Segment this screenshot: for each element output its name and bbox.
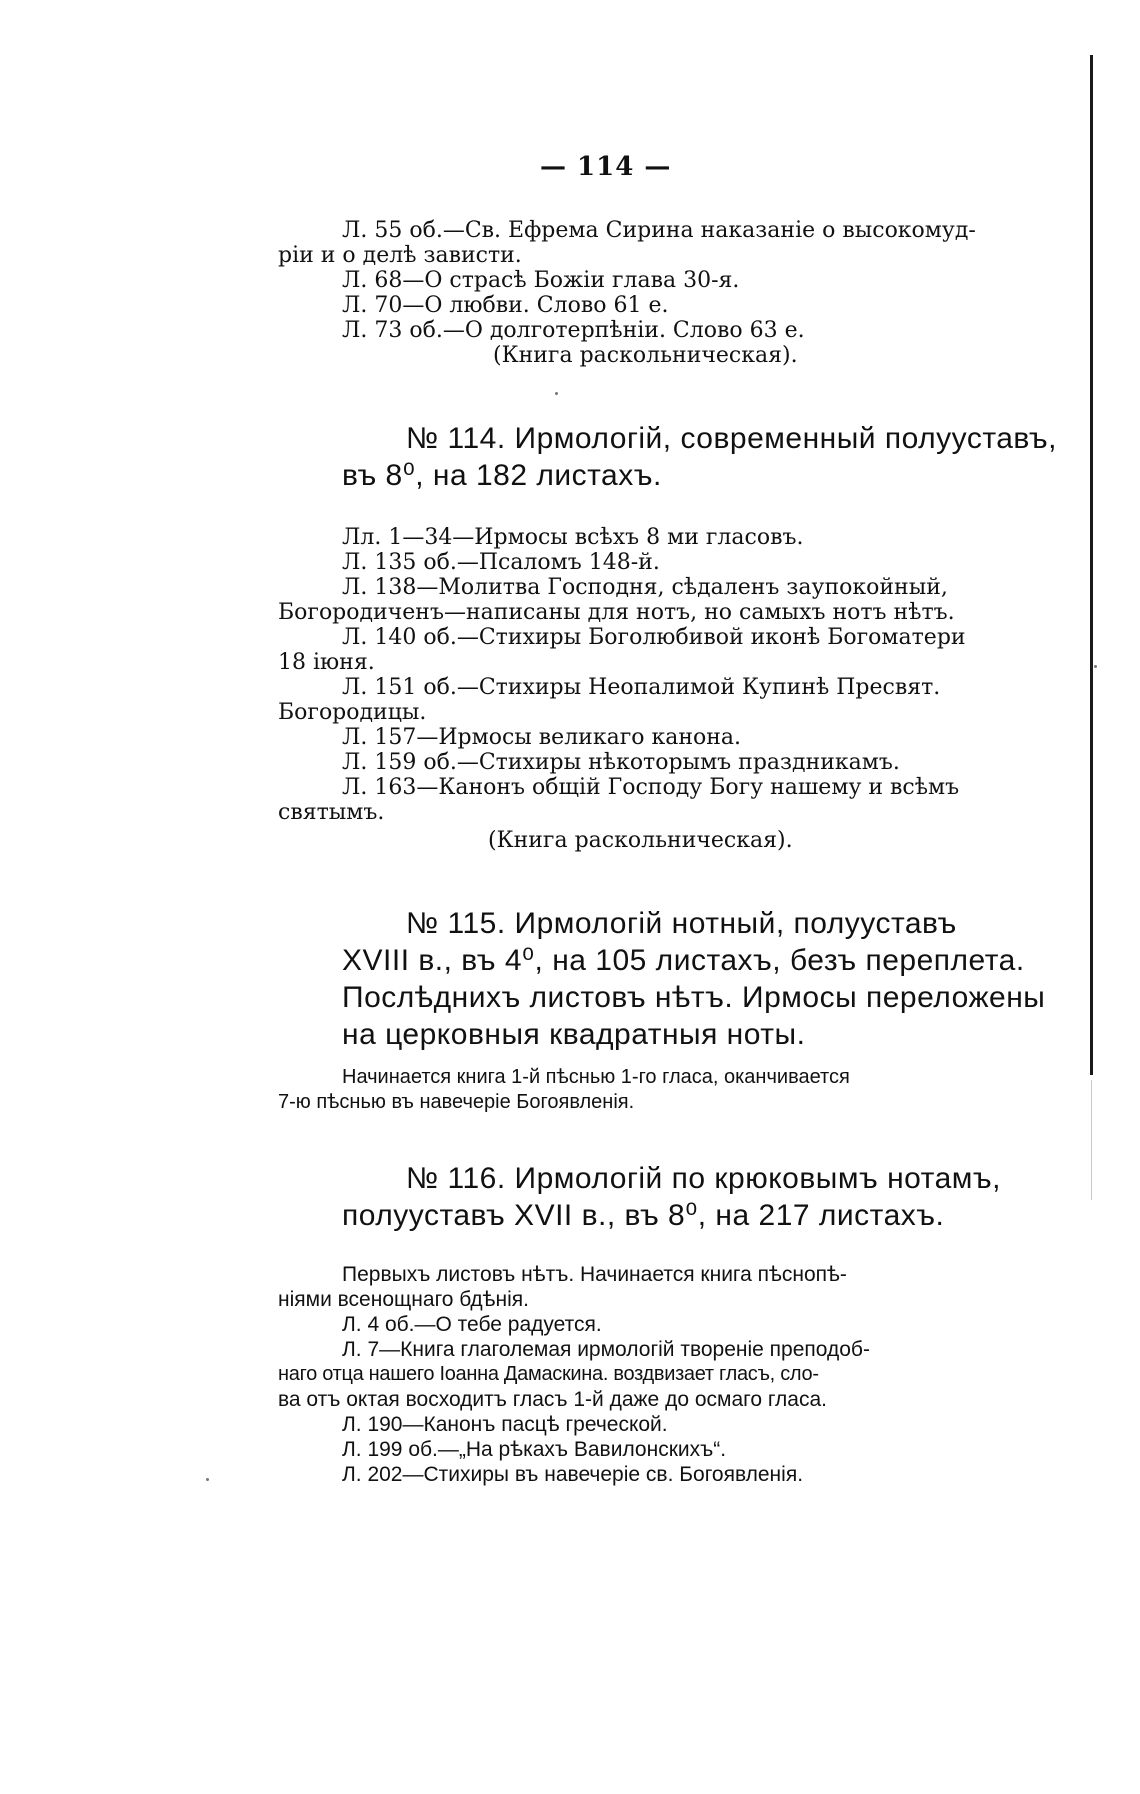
scan-speck bbox=[206, 1478, 209, 1481]
entry-heading-line: № 114. Ирмологій, современный полууставъ, bbox=[406, 422, 1057, 455]
entry-114-heading bbox=[278, 420, 1057, 494]
intro-source-note: (Книга раскольническая). bbox=[493, 343, 798, 368]
entry-line: Л. 163—Канонъ общій Господу Богу нашему и всѣмъ bbox=[342, 775, 960, 800]
scan-speck bbox=[1094, 665, 1097, 668]
entry-114-body bbox=[278, 525, 1038, 853]
entry-116-body bbox=[278, 1262, 1038, 1487]
entry-line: 18 іюня. bbox=[278, 650, 375, 675]
entry-line: Л. 202—Стихиры въ навечеріе св. Богоявленія. bbox=[342, 1463, 804, 1486]
entry-line: наго отца нашего Іоанна Дамаскина. воздвизает гласъ, сло- bbox=[278, 1363, 819, 1385]
scan-speck bbox=[555, 392, 558, 395]
entry-line: Л. 138—Молитва Господня, сѣдаленъ заупокойный, bbox=[342, 575, 948, 600]
entry-line: Л. 190—Канонъ пасцѣ греческой. bbox=[342, 1413, 668, 1436]
entry-heading-line: № 116. Ирмологій по крюковымъ нотамъ, bbox=[406, 1162, 1001, 1195]
entry-line: Л. 140 об.—Стихиры Боголюбивой иконѣ Богоматери bbox=[342, 625, 966, 650]
entry-heading-line: № 115. Ирмологій нотный, полууставъ bbox=[406, 907, 957, 940]
entry-line: Л. 157—Ирмосы великаго канона. bbox=[342, 725, 742, 750]
entry-line: Богородицы. bbox=[278, 700, 427, 725]
entry-line: Л. 7—Книга глаголемая ирмологій твореніе преподоб- bbox=[342, 1338, 870, 1361]
intro-line: Л. 70—О любви. Слово 61 е. bbox=[342, 293, 669, 318]
intro-line: Л. 68—О страсѣ Божіи глава 30-я. bbox=[342, 268, 740, 293]
entry-line: святымъ. bbox=[278, 800, 385, 825]
intro-block bbox=[278, 218, 1038, 368]
entry-source-note: (Книга раскольническая). bbox=[488, 828, 793, 853]
entry-line: Л. 151 об.—Стихиры Неопалимой Купинѣ Пресвят. bbox=[342, 675, 941, 700]
page-edge-rule-faint bbox=[1091, 1080, 1092, 1200]
entry-line: ва отъ октая восходитъ гласъ 1-й даже до осмаго гласа. bbox=[278, 1388, 827, 1411]
entry-line: Л. 4 об.—О тебе радуется. bbox=[342, 1313, 602, 1336]
page-edge-rule bbox=[1090, 55, 1093, 1075]
entry-115-body bbox=[278, 1065, 1038, 1115]
entry-heading-line: XVIII в., въ 4⁰, на 105 листахъ, безъ переплета. bbox=[342, 944, 1025, 977]
entry-line: Л. 199 об.—„На рѣкахъ Вавилонскихъ“. bbox=[342, 1438, 727, 1461]
entry-116-heading bbox=[278, 1160, 1038, 1234]
intro-line: Л. 55 об.—Св. Ефрема Сирина наказаніе о высокомуд- bbox=[342, 218, 976, 243]
entry-line: Начинается книга 1-й пѣснью 1-го гласа, оканчивается bbox=[342, 1066, 850, 1088]
entry-line: 7-ю пѣснью въ навечеріе Богоявленія. bbox=[278, 1091, 635, 1113]
entry-line: ніями всенощнаго бдѣнія. bbox=[278, 1288, 529, 1311]
entry-line: Л. 159 об.—Стихиры нѣкоторымъ праздникамъ. bbox=[342, 750, 900, 775]
entry-line: Лл. 1—34—Ирмосы всѣхъ 8 ми гласовъ. bbox=[342, 525, 804, 550]
intro-line: ріи и о делѣ зависти. bbox=[278, 243, 522, 268]
entry-heading-line: Послѣднихъ листовъ нѣтъ. Ирмосы переложены bbox=[342, 981, 1046, 1014]
entry-line: Л. 135 об.—Псаломъ 148-й. bbox=[342, 550, 660, 575]
entry-heading-line: въ 8⁰, на 182 листахъ. bbox=[342, 459, 662, 492]
entry-line: Богородиченъ—написаны для нотъ, но самыхъ нотъ нѣтъ. bbox=[278, 600, 955, 625]
entry-line: Первыхъ листовъ нѣтъ. Начинается книга пѣснопѣ- bbox=[342, 1263, 847, 1286]
entry-heading-line: полууставъ XVII в., въ 8⁰, на 217 листахъ. bbox=[342, 1199, 945, 1232]
entry-heading-line: на церковныя квадратныя ноты. bbox=[342, 1018, 806, 1051]
page-number: — 114 — bbox=[540, 152, 672, 182]
entry-115-heading bbox=[278, 905, 1046, 1053]
intro-line: Л. 73 об.—О долготерпѣніи. Слово 63 е. bbox=[342, 318, 805, 343]
